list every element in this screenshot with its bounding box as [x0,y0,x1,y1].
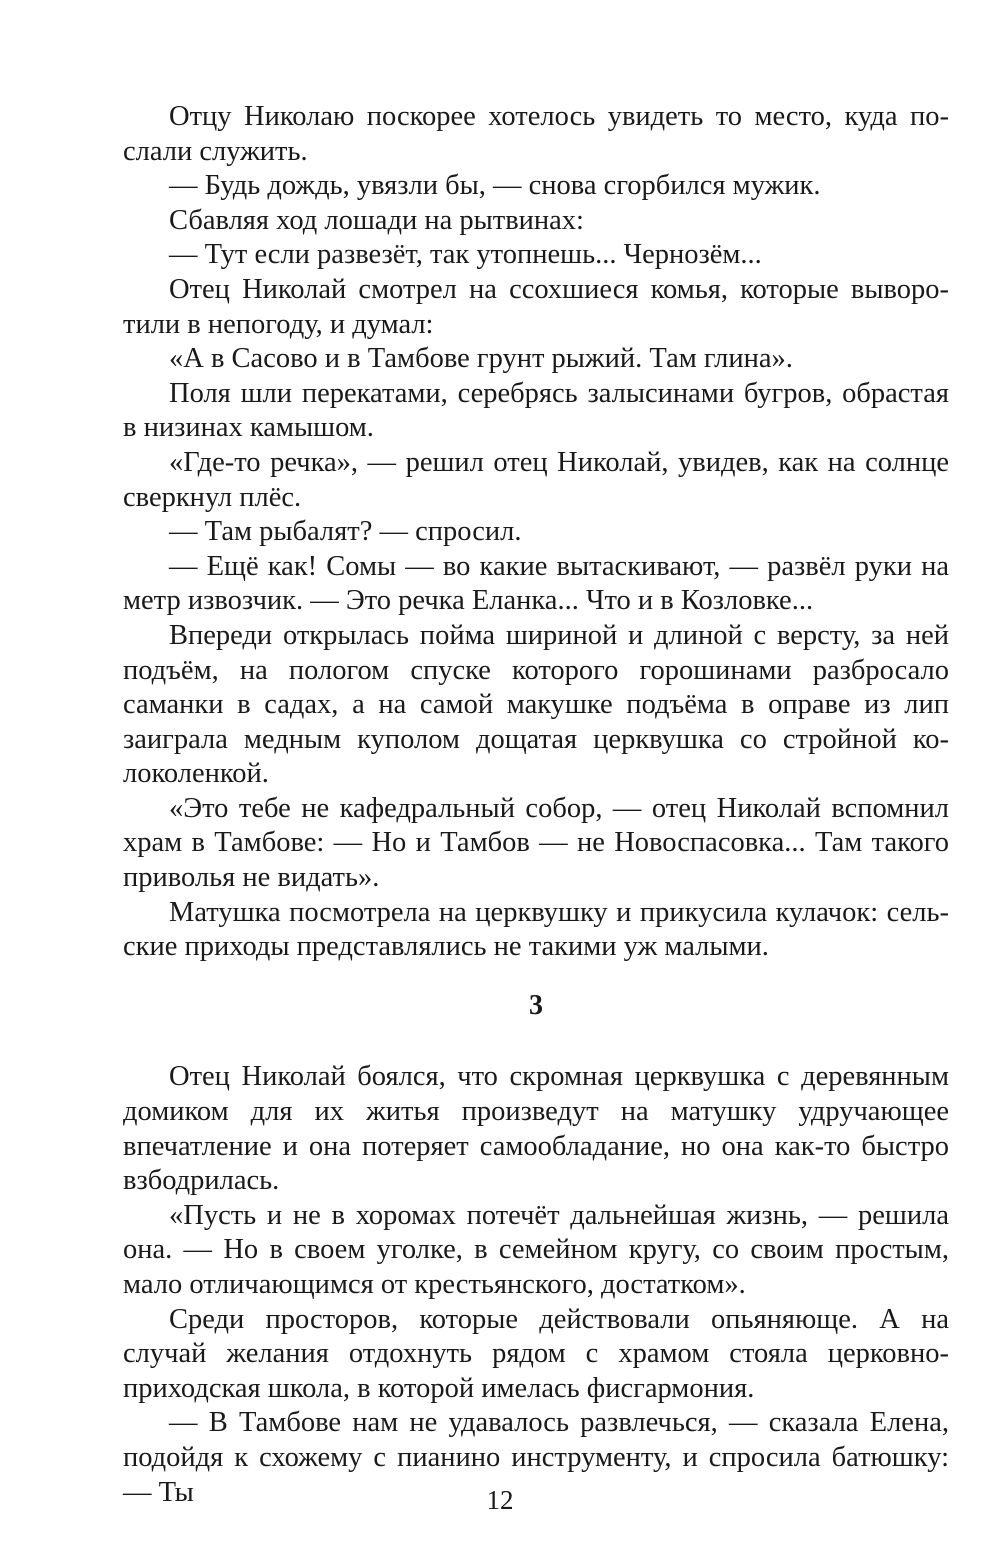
paragraph: Отец Николай боялся, что скромная церквушка с деревянным домиком для их житья произведут на матушку удручающее впечатление и она потеряет самообладание, но она как-то быстро взбодрилась. [123,1061,949,1197]
chapter-number: 3 [529,989,543,1021]
paragraph: Впереди открылась пойма шириной и длиной с версту, за ней подъём, на пологом спуске которого горошинами разбросало саманки в садах, а на самой макушке подъёма в оправе из лип заиграла медным куполом дощатая церквушка со стройной колоколенкой. [123,619,949,790]
text-section-2 [123,1060,949,1510]
page-number: 12 [486,1485,514,1515]
text-section-1 [123,100,949,965]
paragraph: — В Тамбове нам не удавалось развлечься, — сказала Елена, подойдя к схожему с пианино инструменту, и спросила батюшку: — Ты [123,1407,949,1508]
paragraph: «Где-то речка», — решил отец Николай, увидев, как на солнце сверкнул плёс. [123,446,949,513]
paragraph: — Тут если развезёт, так утопнешь... Чернозём... [169,239,762,271]
book-page [123,100,949,1510]
paragraph: Сбавляя ход лошади на рытвинах: [169,204,584,236]
paragraph: Матушка посмотрела на церквушку и прикусила кулачок: сельские приходы представлялись не такими уж малыми. [123,896,949,963]
paragraph: — Ещё как! Сомы — во какие вытаскивают, — развёл руки на метр извозчик. — Это речка Еланка... Что и в Козловке... [123,550,949,617]
paragraph: Среди просторов, которые действовали опьяняюще. А на случай желания отдохнуть рядом с храмом стояла церковно-приходская школа, в которой имелась фисгармония. [123,1303,949,1404]
paragraph: Отец Николай смотрел на ссохшиеся комья, которые выворотили в непогоду, и думал: [123,273,949,340]
paragraph: «А в Сасово и в Тамбове грунт рыжий. Там глина». [169,343,793,375]
paragraph: «Это тебе не кафедральный собор, — отец Николай вспомнил храм в Тамбове: — Но и Тамбов — не Новоспасовка... Там такого приволья не видать». [123,792,949,894]
paragraph: — Будь дождь, увязли бы, — снова сгорбился мужик. [169,170,821,202]
paragraph: «Пусть и не в хоромах потечёт дальнейшая жизнь, — решила она. — Но в своем уголке, в семейном кругу, со своим простым, мало отличающимся от крестьянского, достатком». [123,1199,949,1300]
paragraph: — Там рыбалят? — спросил. [169,516,522,548]
paragraph: Отцу Николаю поскорее хотелось увидеть то место, куда послали служить. [123,101,949,167]
paragraph: Поля шли перекатами, серебрясь залысинами бугров, обрастая в низинах камышом. [123,377,949,444]
